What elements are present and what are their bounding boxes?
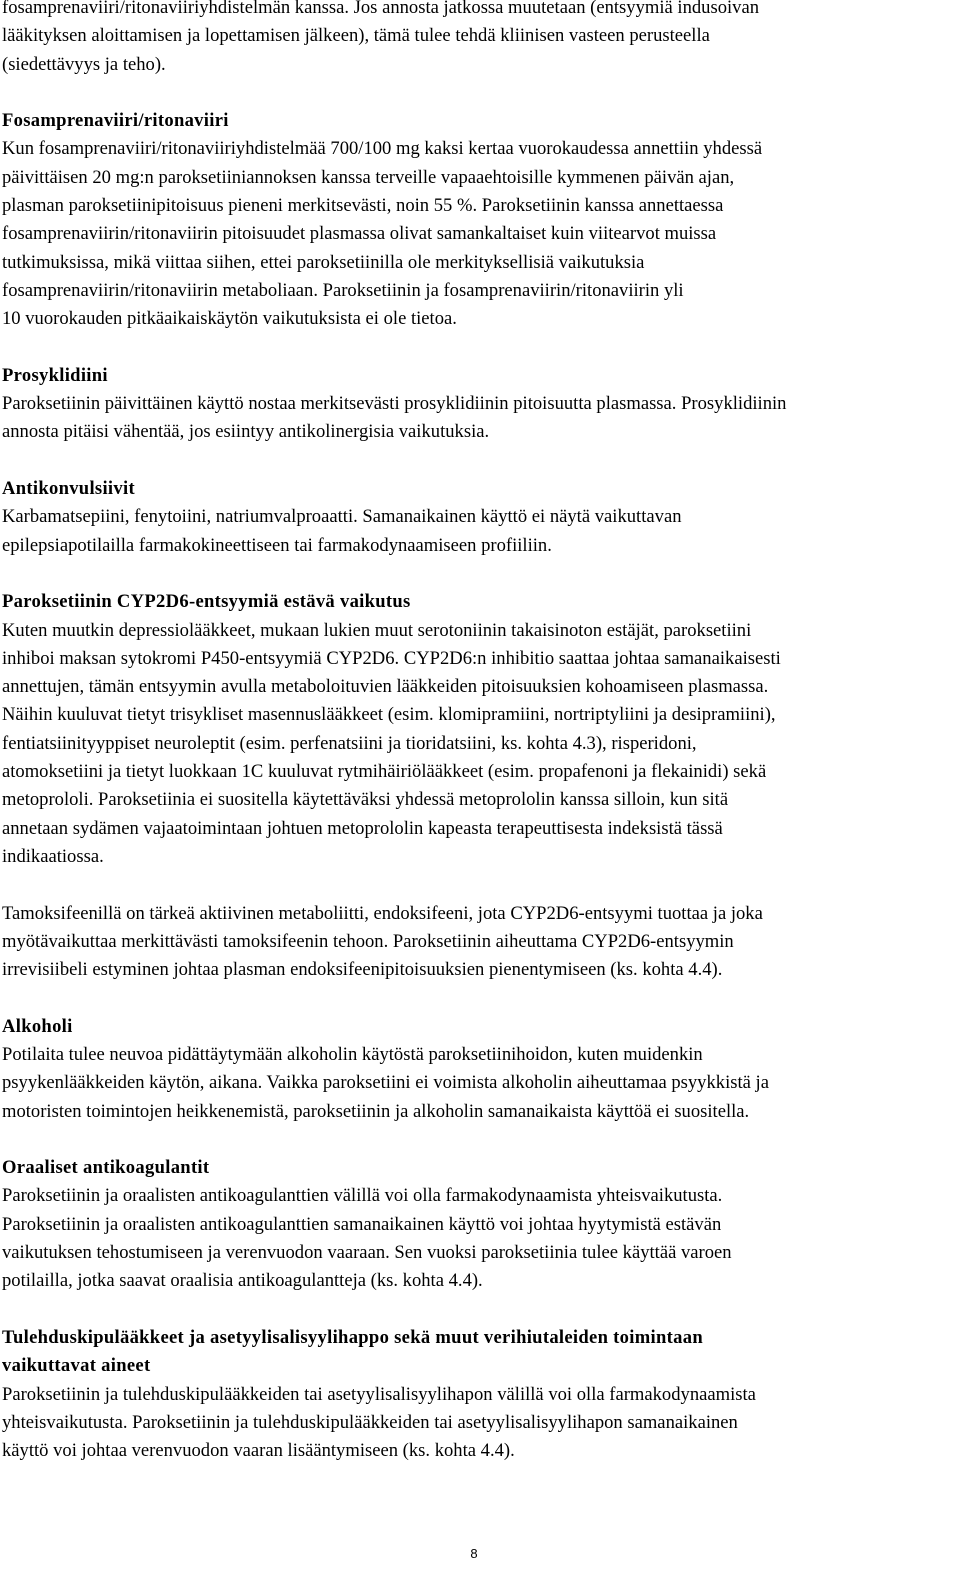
section-spacer: [2, 334, 954, 362]
paragraph-line: atomoksetiini ja tietyt luokkaan 1C kuuluvat rytmihäiriölääkkeet (esim. propafenoni ja flekainidi) sekä: [2, 761, 767, 783]
section-heading: [2, 588, 954, 616]
section: [2, 1013, 954, 1126]
heading-line: Fosamprenaviiri/ritonaviiri: [2, 110, 229, 132]
section: [2, 107, 954, 333]
paragraph-line: indikaatiossa.: [2, 845, 104, 867]
paragraph-line: annetaan sydämen vajaatoimintaan johtuen metoprololin kapeasta terapeuttisesta indeksistä tässä: [2, 817, 723, 839]
paragraph-line: annosta pitäisi vähentää, jos esiintyy antikolinergisia vaikutuksia.: [2, 421, 490, 443]
section-heading: [2, 1154, 954, 1182]
paragraph-line: epilepsiapotilailla farmakokineettiseen tai farmakodynaamiseen profiiliin.: [2, 534, 552, 556]
paragraph-line: tutkimuksissa, mikä viittaa siihen, ettei paroksetiinilla ole merkityksellisiä vaikutuksia: [2, 251, 645, 273]
paragraph-line: päivittäisen 20 mg:n paroksetiiniannoksen kanssa terveille vapaaehtoisille kymmenen päivän ajan,: [2, 166, 735, 188]
section: [2, 1324, 954, 1465]
section-heading: [2, 362, 954, 390]
section-heading: [2, 1013, 954, 1041]
body-paragraph: [2, 503, 954, 560]
paragraph-line: Tamoksifeenillä on tärkeä aktiivinen metaboliitti, endoksifeeni, jota CYP2D6-entsyymi tuottaa ja joka: [2, 902, 763, 924]
paragraph-line: Näihin kuuluvat tietyt trisykliset masennuslääkkeet (esim. klomipramiini, nortriptyliini ja desipramiini),: [2, 704, 776, 726]
paragraph-line: (siedettävyys ja teho).: [2, 53, 166, 75]
heading-line: Tulehduskipulääkkeet ja asetyylisalisyylihappo sekä muut verihiutaleiden toimintaan: [2, 1326, 703, 1348]
body-paragraph: [2, 390, 954, 447]
section: [2, 1154, 954, 1295]
heading-line: Antikonvulsiivit: [2, 478, 135, 500]
heading-line: vaikuttavat aineet: [2, 1355, 151, 1377]
paragraph-line: motoristen toimintojen heikkenemistä, paroksetiinin ja alkoholin samanaikaista käyttöä ei suositella.: [2, 1100, 750, 1122]
section: [2, 362, 954, 447]
paragraph-line: käyttö voi johtaa verenvuodon vaaran lisääntymiseen (ks. kohta 4.4).: [2, 1440, 515, 1462]
paragraph-line: plasman paroksetiinipitoisuus pieneni merkitsevästi, noin 55 %. Paroksetiinin kanssa annettaessa: [2, 195, 724, 217]
page-number: 8: [470, 1546, 478, 1561]
section-heading: [2, 107, 954, 135]
paragraph-line: potilailla, jotka saavat oraalisia antikoagulantteja (ks. kohta 4.4).: [2, 1270, 483, 1292]
paragraph-line: psyykenlääkkeiden käytön, aikana. Vaikka paroksetiini ei voimista alkoholin aiheuttamaa psyykkistä ja: [2, 1072, 769, 1094]
paragraph-line: myötävaikuttaa merkittävästi tamoksifeenin tehoon. Paroksetiinin aiheuttama CYP2D6-entsyymin: [2, 930, 734, 952]
paragraph-line: Paroksetiinin ja oraalisten antikoagulanttien välillä voi olla farmakodynaamista yhteisvaikutusta.: [2, 1185, 723, 1207]
section-spacer: [2, 1126, 954, 1154]
paragraph-line: Kun fosamprenaviiri/ritonaviiriyhdistelmää 700/100 mg kaksi kertaa vuorokaudessa annettiin yhdessä: [2, 138, 763, 160]
paragraph-line: metoprololi. Paroksetiinia ei suositella käytettäväksi yhdessä metoprololin kanssa silloin, kun sitä: [2, 789, 729, 811]
body-paragraph: [2, 1041, 954, 1126]
body-paragraph: [2, 617, 954, 872]
section-spacer: [2, 560, 954, 588]
paragraph-line: Paroksetiinin ja tulehduskipulääkkeiden tai asetyylisalisyylihapon välillä voi olla farmakodynaamista: [2, 1383, 756, 1405]
document-page: [2, 0, 954, 1465]
paragraph-line: inhiboi maksan sytokromi P450-entsyymiä CYP2D6. CYP2D6:n inhibitio saattaa johtaa samanaikaisesti: [2, 647, 781, 669]
heading-line: Prosyklidiini: [2, 364, 108, 386]
section: [2, 588, 954, 984]
heading-line: Alkoholi: [2, 1015, 73, 1037]
paragraph-line: fosamprenaviiri/ritonaviiriyhdistelmän kanssa. Jos annosta jatkossa muutetaan (entsyymiä indusoivan: [2, 0, 760, 18]
section-spacer: [2, 447, 954, 475]
body-paragraph: [2, 900, 954, 985]
intro-paragraph: [2, 0, 954, 79]
paragraph-line: Karbamatsepiini, fenytoiini, natriumvalproaatti. Samanaikainen käyttö ei näytä vaikuttavan: [2, 506, 682, 528]
paragraph-line: Paroksetiinin ja oraalisten antikoagulanttien samanaikainen käyttö voi johtaa hyytymistä estävän: [2, 1213, 722, 1235]
heading-line: Oraaliset antikoagulantit: [2, 1157, 210, 1179]
paragraph-spacer: [2, 871, 954, 899]
body-paragraph: [2, 135, 954, 333]
heading-line: Paroksetiinin CYP2D6-entsyymiä estävä vaikutus: [2, 591, 411, 613]
paragraph-line: annettujen, tämän entsyymin avulla metaboloituvien lääkkeiden pitoisuuksien kohoamiseen plasmassa.: [2, 676, 769, 698]
paragraph-line: vaikutuksen tehostumiseen ja verenvuodon vaaraan. Sen vuoksi paroksetiinia tulee käyttää varoen: [2, 1242, 732, 1264]
paragraph-line: Kuten muutkin depressiolääkkeet, mukaan lukien muut serotoniinin takaisinoton estäjät, paroksetiini: [2, 619, 752, 641]
paragraph-line: fosamprenaviirin/ritonaviirin metaboliaan. Paroksetiinin ja fosamprenaviirin/ritonaviirin yli: [2, 279, 684, 301]
body-paragraph: [2, 1182, 954, 1295]
section-spacer: [2, 1296, 954, 1324]
paragraph-line: yhteisvaikutusta. Paroksetiinin ja tulehduskipulääkkeiden tai asetyylisalisyylihapon samanaikainen: [2, 1411, 738, 1433]
section-heading: [2, 1324, 954, 1381]
section-spacer: [2, 984, 954, 1012]
sections-container: [2, 79, 954, 1466]
section: [2, 475, 954, 560]
paragraph-line: Potilaita tulee neuvoa pidättäytymään alkoholin käytöstä paroksetiinihoidon, kuten muidenkin: [2, 1043, 703, 1065]
paragraph-line: lääkityksen aloittamisen ja lopettamisen jälkeen), tämä tulee tehdä kliinisen vasteen perusteella: [2, 25, 710, 47]
paragraph-line: irrevisiibeli estyminen johtaa plasman endoksifeenipitoisuuksien pienentymiseen (ks. kohta 4.4).: [2, 959, 723, 981]
paragraph-line: Paroksetiinin päivittäinen käyttö nostaa merkitsevästi prosyklidiinin pitoisuutta plasmassa. Prosyklidiinin: [2, 393, 787, 415]
paragraph-line: 10 vuorokauden pitkäaikaiskäytön vaikutuksista ei ole tietoa.: [2, 308, 457, 330]
paragraph-line: fentiatsiinityyppiset neuroleptit (esim. perfenatsiini ja tioridatsiini, ks. kohta 4.3), risperidoni,: [2, 732, 697, 754]
body-paragraph: [2, 1381, 954, 1466]
paragraph-line: fosamprenaviirin/ritonaviirin pitoisuudet plasmassa olivat samankaltaiset kuin viitearvot muissa: [2, 223, 717, 245]
section-spacer: [2, 79, 954, 107]
section-heading: [2, 475, 954, 503]
